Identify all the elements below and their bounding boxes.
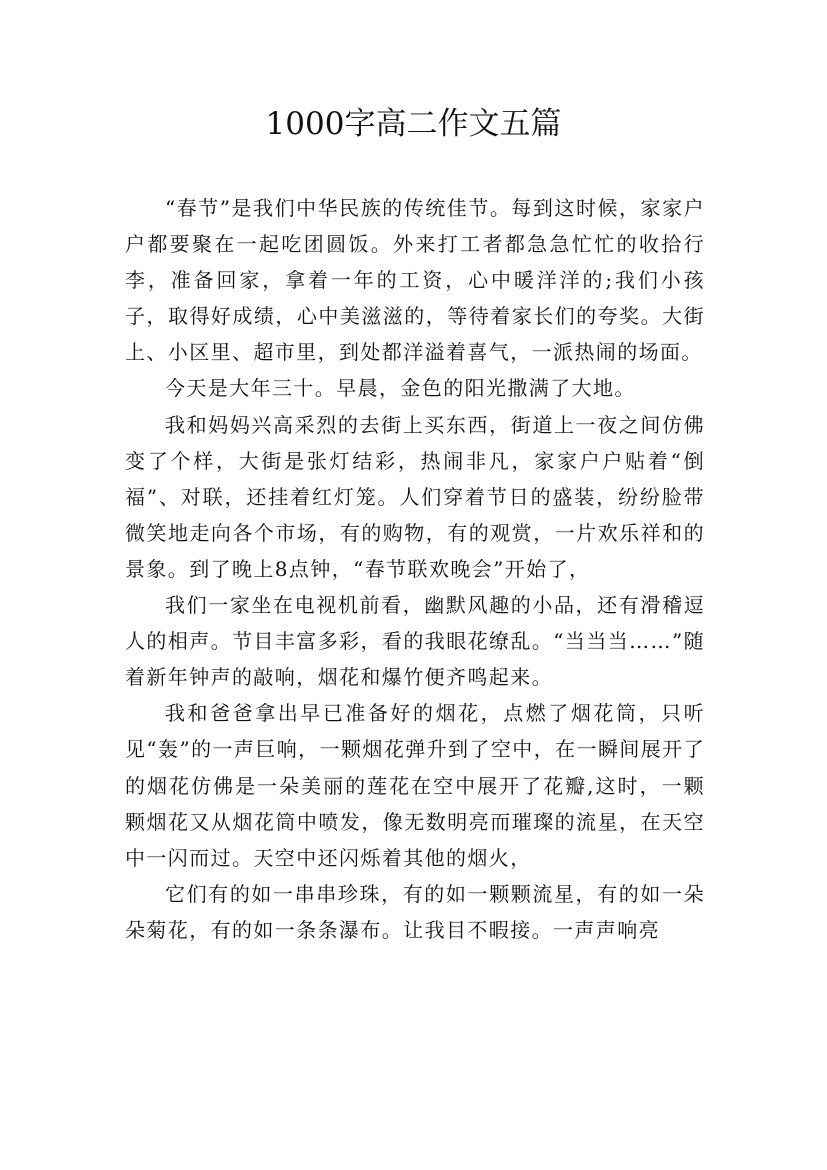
document-title: 1000字高二作文五篇 (265, 106, 562, 142)
paragraph: 我和爸爸拿出早已准备好的烟花，点燃了烟花筒，只听见“轰”的一声巨响，一颗烟花弹升到了空中，在一瞬间展开了的烟花仿佛是一朵美丽的莲花在空中展开了花瓣,这时，一颗颗烟花又从烟花筒中喷发，像无数明亮而璀璨的流星，在天空中一闪而过。天空中还闪烁着其他的烟火， (125, 701, 705, 870)
paragraph: 今天是大年三十。早晨，金色的阳光撒满了大地。 (165, 376, 636, 401)
document-body (125, 190, 705, 948)
paragraph: 它们有的如一串串珍珠，有的如一颗颗流星，有的如一朵朵菊花，有的如一条条瀑布。让我目不暇接。一声声响亮 (125, 881, 705, 942)
paragraph: 我们一家坐在电视机前看，幽默风趣的小品，还有滑稽逗人的相声。节目丰富多彩，看的我眼花缭乱。“当当当……”随着新年钟声的敲响，烟花和爆竹便齐鸣起来。 (125, 593, 705, 690)
paragraph: 我和妈妈兴高采烈的去街上买东西，街道上一夜之间仿佛变了个样，大街是张灯结彩，热闹非凡，家家户户贴着“倒福”、对联，还挂着红灯笼。人们穿着节日的盛装，纷纷脸带微笑地走向各个市场，有的购物，有的观赏，一片欢乐祥和的景象。到了晚上8点钟，“春节联欢晚会”开始了， (125, 412, 705, 581)
paragraph: “春节”是我们中华民族的传统佳节。每到这时候，家家户户都要聚在一起吃团圆饭。外来打工者都急急忙忙的收拾行李，准备回家，拿着一年的工资，心中暖洋洋的;我们小孩子，取得好成绩，心中美滋滋的，等待着家长们的夸奖。大街上、小区里、超市里，到处都洋溢着喜气，一派热闹的场面。 (125, 196, 705, 365)
